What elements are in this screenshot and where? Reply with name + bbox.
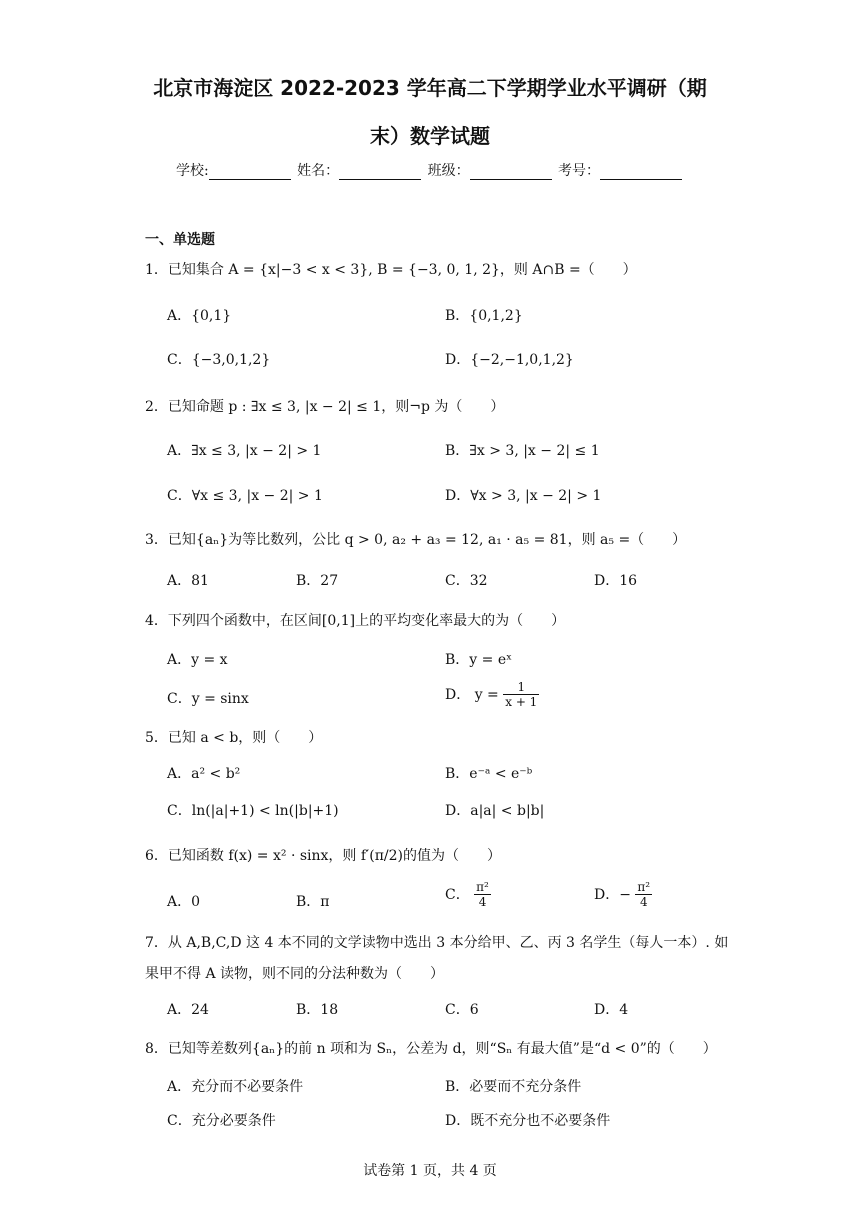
question-6-stem: 6．已知函数 f(x) = x² · sinx，则 f′(π/2)的值为（ ） [145,848,501,864]
question-5-option-b: B．e⁻ᵃ < e⁻ᵇ [445,766,533,782]
fraction-denominator: 4 [639,895,648,910]
question-2-option-a: A．∃x ≤ 3, |x − 2| > 1 [167,443,322,459]
section-heading: 一、单选题 [145,232,215,248]
question-6-option-a: A．0 [167,894,201,910]
question-7-option-b: B．18 [296,1002,339,1018]
question-5-stem: 5．已知 a < b，则（ ） [145,730,323,746]
option-d-label: D． [445,686,471,703]
fraction-numerator: 1 [503,680,539,695]
page-footer: 试卷第 1 页，共 4 页 [363,1163,497,1179]
question-3-stem: 3．已知{aₙ}为等比数列，公比 q > 0, a₂ + a₃ = 12, a₁ · a₅ = 81，则 a₅ =（ ） [145,532,687,548]
question-2-option-d: D．∀x > 3, |x − 2| > 1 [445,488,602,504]
class-label: 班级： [427,163,470,179]
name-label: 姓名： [297,163,340,179]
question-6-option-b: B．π [296,894,330,910]
question-1-option-d: D．{−2,−1,0,1,2} [445,352,574,368]
class-blank [470,165,552,180]
question-8-option-b: B．必要而不充分条件 [445,1079,582,1095]
question-1-stem: 1．已知集合 A = {x|−3 < x < 3}, B = {−3, 0, 1, 2}，则 A∩B =（ ） [145,262,637,278]
question-7-stem-line2: 果甲不得 A 读物，则不同的分法种数为（ ） [145,966,445,982]
exam-title-line2: 末）数学试题 [370,124,490,148]
question-8-option-d: D．既不充分也不必要条件 [445,1113,611,1129]
question-5-option-c: C．ln(|a|+1) < ln(|b|+1) [167,803,339,819]
fraction-pi-squared-over-4 [474,880,491,910]
question-8-stem: 8．已知等差数列{aₙ}的前 n 项和为 Sₙ，公差为 d，则“Sₙ 有最大值”是“d < 0”的（ ） [145,1041,717,1057]
question-5-option-d: D．a|a| < b|b| [445,803,545,819]
number-label: 考号： [558,163,601,179]
option-d-label: D．− [594,886,631,903]
question-1-option-a: A．{0,1} [167,308,232,324]
question-3-option-d: D．16 [594,573,638,589]
fraction-pi-squared-over-4 [635,880,652,910]
question-6-option-c [445,880,491,910]
question-8-option-c: C．充分必要条件 [167,1113,276,1129]
question-2-option-c: C．∀x ≤ 3, |x − 2| > 1 [167,488,323,504]
question-7-option-a: A．24 [167,1002,209,1018]
school-label: 学校: [175,163,209,179]
number-blank [600,165,682,180]
question-7-option-c: C．6 [445,1002,479,1018]
question-4-option-d [445,680,539,710]
question-3-option-a: A．81 [167,573,209,589]
question-1-option-c: C．{−3,0,1,2} [167,352,271,368]
name-blank [339,165,421,180]
question-4-stem: 4．下列四个函数中，在区间[0,1]上的平均变化率最大的为（ ） [145,613,566,629]
fraction-denominator: x + 1 [505,695,538,710]
school-blank [209,165,291,180]
question-4-option-a: A．y = x [167,652,228,668]
question-6-option-d [594,880,652,910]
question-4-option-b: B．y = eˣ [445,652,513,668]
question-3-option-b: B．27 [296,573,339,589]
question-2-stem: 2．已知命题 p : ∃x ≤ 3, |x − 2| ≤ 1，则¬p 为（ ） [145,399,505,415]
exam-title-line1: 北京市海淀区 2022-2023 学年高二下学期学业水平调研（期 [153,76,707,100]
question-8-option-a: A．充分而不必要条件 [167,1079,304,1095]
fraction-denominator: 4 [478,895,487,910]
fraction-numerator: π² [637,880,651,894]
question-3-option-c: C．32 [445,573,488,589]
option-c-label: C． [445,886,470,903]
question-5-option-a: A．a² < b² [167,766,241,782]
student-info-row [0,160,860,180]
fraction-numerator: π² [476,880,489,894]
question-7-stem-line1: 7．从 A,B,C,D 这 4 本不同的文学读物中选出 3 本分给甲、乙、丙 3 名学生（每人一本）. 如 [145,935,729,951]
question-4-option-c: C．y = sinx [167,691,249,707]
q4d-prefix: y = [474,686,499,703]
question-1-option-b: B．{0,1,2} [445,308,523,324]
question-2-option-b: B．∃x > 3, |x − 2| ≤ 1 [445,443,600,459]
question-7-option-d: D．4 [594,1002,629,1018]
fraction-1-over-x-plus-1 [503,680,539,710]
